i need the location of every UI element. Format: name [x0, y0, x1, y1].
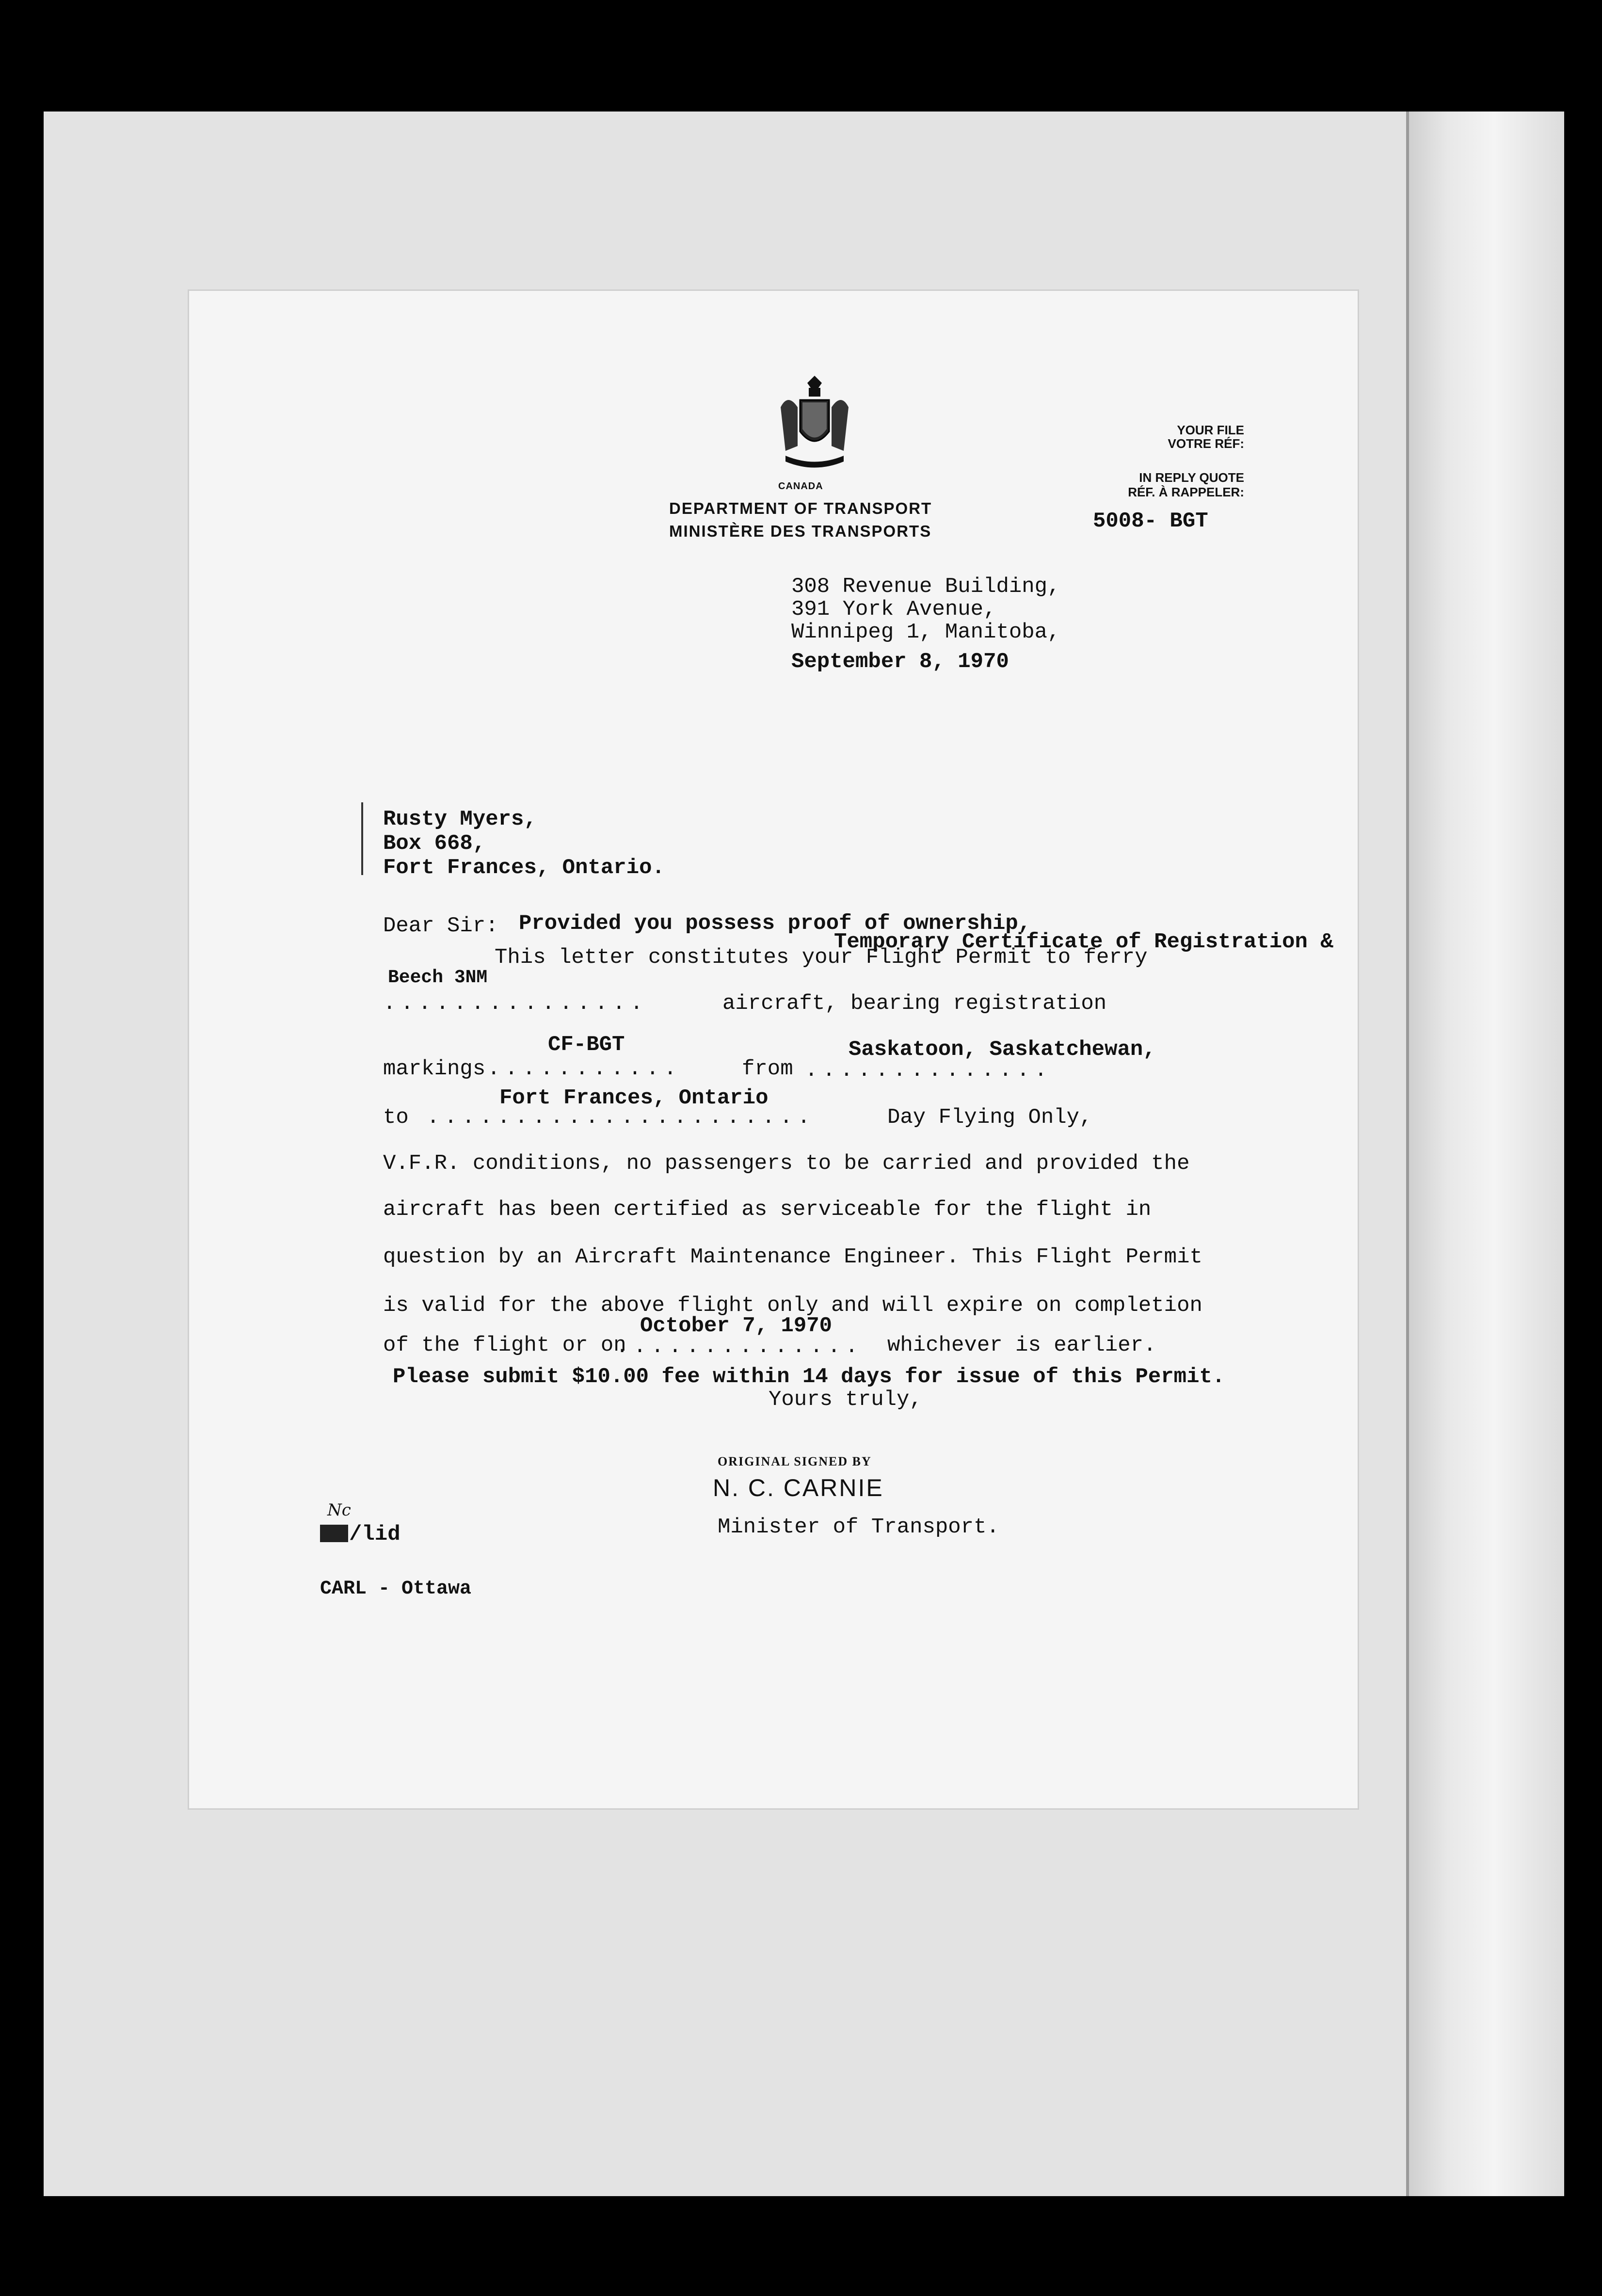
reply-quote-en: IN REPLY QUOTE — [1139, 470, 1244, 485]
body-line-7: question by an Aircraft Maintenance Engineer. This Flight Permit — [383, 1245, 1202, 1269]
dots-to: ...................... — [427, 1105, 815, 1130]
dots-markings: ........... — [487, 1057, 682, 1081]
body-line-1: This letter constitutes your Flight Permit to ferry — [495, 945, 1148, 970]
to-tail: Day Flying Only, — [887, 1105, 1092, 1130]
dots-from: .............. — [805, 1058, 1052, 1083]
signatory-title: Minister of Transport. — [718, 1515, 999, 1539]
letter-sheet — [189, 291, 1358, 1808]
recipient-name: Rusty Myers, — [383, 807, 537, 831]
department-en: DEPARTMENT OF TRANSPORT — [669, 499, 932, 517]
recipient-city: Fort Frances, Ontario. — [383, 856, 665, 880]
to-label: to — [383, 1105, 409, 1130]
to-place: Fort Frances, Ontario — [499, 1086, 769, 1110]
redacted-initials — [320, 1525, 348, 1542]
certificate-insert: Temporary Certificate of Registration & — [834, 930, 1333, 954]
your-file-en: YOUR FILE — [1177, 423, 1244, 437]
dots-aircraft: ............... — [383, 991, 648, 1016]
body-line-8: is valid for the above flight only and will expire on completion — [383, 1293, 1202, 1318]
ownership-insert: Provided you possess proof of ownership, — [519, 911, 1031, 936]
markings-label: markings — [383, 1057, 486, 1081]
letter-date: September 8, 1970 — [791, 650, 1009, 674]
coat-of-arms-icon — [766, 373, 863, 480]
address-line-2: 391 York Avenue, — [791, 597, 996, 622]
recipient-box: Box 668, — [383, 831, 486, 856]
body-line-2: aircraft, bearing registration — [722, 991, 1107, 1016]
address-line-3: Winnipeg 1, Manitoba, — [791, 620, 1060, 644]
reference-number: 5008- BGT — [1093, 509, 1208, 533]
from-label: from — [742, 1057, 793, 1081]
page-edge-strip — [1406, 112, 1564, 2196]
expiry-date: October 7, 1970 — [640, 1314, 833, 1338]
salutation: Dear Sir: — [383, 914, 498, 938]
closing: Yours truly, — [769, 1387, 922, 1412]
handwritten-initials: Nc — [327, 1500, 351, 1520]
department-fr: MINISTÈRE DES TRANSPORTS — [669, 522, 932, 540]
your-file-fr: VOTRE RÉF: — [1168, 436, 1244, 451]
body-line-9-end: whichever is earlier. — [887, 1333, 1156, 1357]
original-signed-label: ORIGINAL SIGNED BY — [718, 1454, 872, 1468]
country-label: CANADA — [778, 481, 823, 492]
fee-line: Please submit $10.00 fee within 14 days for issue of this Permit. — [393, 1365, 1225, 1389]
typist-initials: /lid — [349, 1522, 400, 1547]
registration: CF-BGT — [548, 1033, 625, 1057]
margin-mark — [361, 802, 363, 875]
address-line-1: 308 Revenue Building, — [791, 574, 1060, 599]
body-line-5: V.F.R. conditions, no passengers to be carried and provided the — [383, 1151, 1190, 1176]
aircraft-type: Beech 3NM — [388, 967, 488, 988]
copy-to: CARL - Ottawa — [320, 1578, 472, 1600]
reply-quote-fr: RÉF. À RAPPELER: — [1128, 485, 1244, 499]
body-line-6: aircraft has been certified as serviceable for the flight in — [383, 1197, 1152, 1222]
from-place: Saskatoon, Saskatchewan, — [849, 1037, 1156, 1062]
dots-expiry: .............. — [616, 1335, 863, 1359]
signatory-name: N. C. CARNIE — [713, 1474, 884, 1501]
body-line-9-start: of the flight or on — [383, 1333, 626, 1357]
